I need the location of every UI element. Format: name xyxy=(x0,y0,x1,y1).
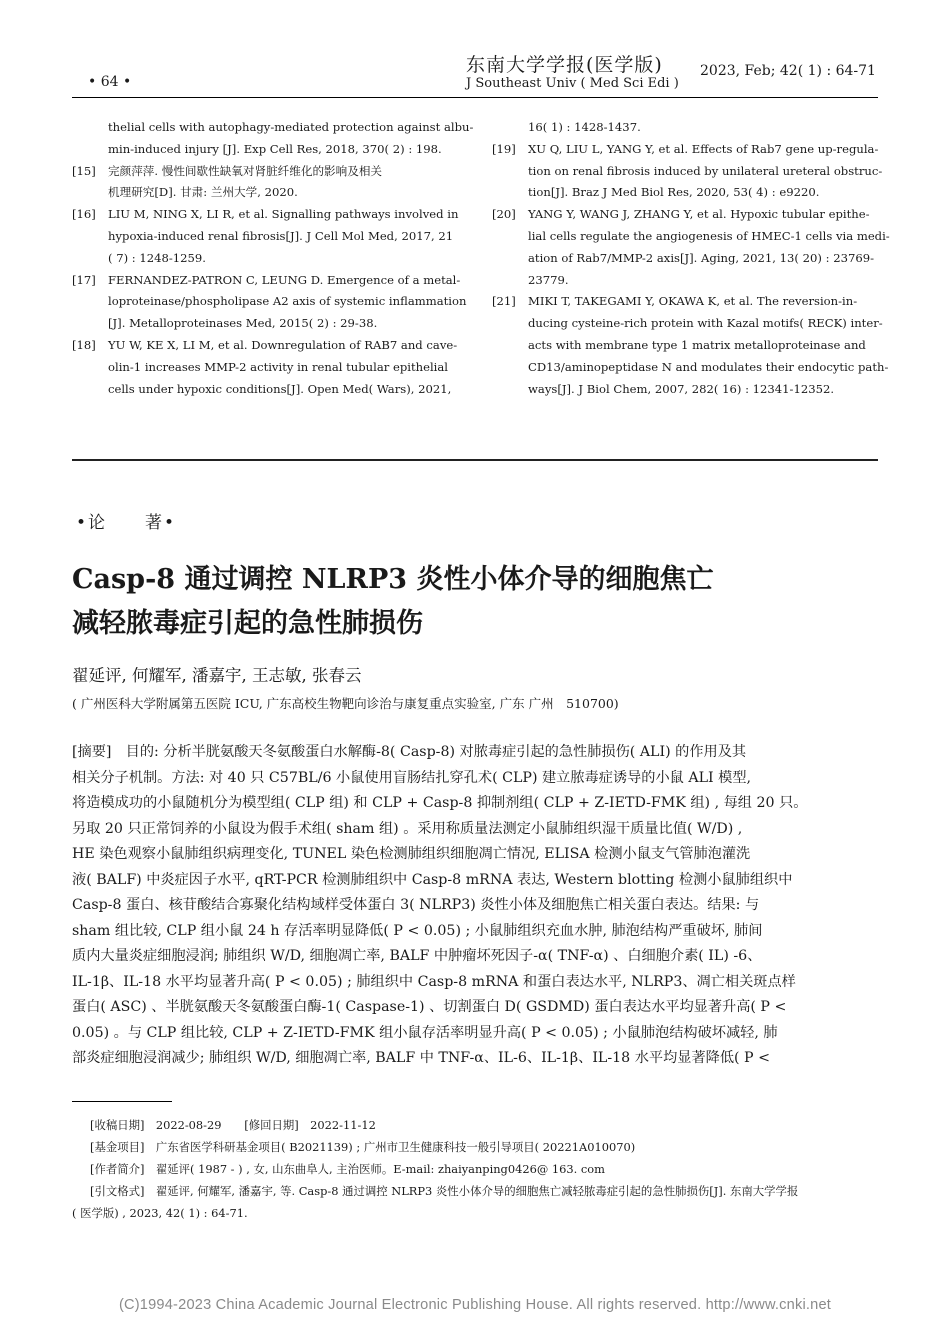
reference-entry xyxy=(72,204,462,269)
reference-line: thelial cells with autophagy-mediated protection against albu- xyxy=(108,120,474,134)
reference-entry xyxy=(492,139,883,204)
abstract-line: 0.05) 。与 CLP 组比较, CLP + Z-IETD-FMK 组小鼠存活率明显升高( P < 0.05) ; 小鼠肺泡结构破坏减轻, 肺 xyxy=(72,1024,778,1041)
abstract-line: 将造模成功的小鼠随机分为模型组( CLP 组) 和 CLP + Casp-8 抑制剂组( CLP + Z-IETD-FMK 组) , 每组 20 只。 xyxy=(72,795,808,811)
reference-entry xyxy=(492,204,890,291)
reference-line: min-induced injury [J]. Exp Cell Res, 2018, 370( 2) : 198. xyxy=(108,141,442,156)
abstract xyxy=(72,740,878,1072)
reference-line: YANG Y, WANG J, ZHANG Y, et al. Hypoxic tubular epithe- xyxy=(528,207,870,222)
title-line: Casp-8 通过调控 NLRP3 炎性小体介导的细胞焦亡 xyxy=(72,564,714,595)
reference-line: acts with membrane type 1 matrix metalloproteinase and xyxy=(528,337,866,352)
abstract-line: 液( BALF) 中炎症因子水平, qRT-PCR 检测肺组织中 Casp-8 mRNA 表达, Western blotting 检测小鼠肺组织中 xyxy=(72,871,793,888)
reference-line: loproteinase/phospholipase A2 axis of systemic inflammation xyxy=(108,294,467,309)
reference-line: ways[J]. J Biol Chem, 2007, 282( 16) : 12341-12352. xyxy=(528,381,835,396)
reference-line: LIU M, NING X, LI R, et al. Signalling pathways involved in xyxy=(108,207,459,222)
header-rule xyxy=(72,97,878,98)
reference-number xyxy=(492,117,528,139)
article-title xyxy=(72,558,872,646)
footnote-line: [基金项目] 广东省医学科研基金项目( B2021139) ; 广州市卫生健康科技一般引导项目( 20221A010070) xyxy=(90,1140,636,1154)
footnote-rule xyxy=(72,1101,172,1102)
reference-entry xyxy=(72,335,462,400)
reference-line: hypoxia-induced renal fibrosis[J]. J Cell Mol Med, 2017, 21 xyxy=(108,228,454,243)
abstract-line: IL-1β、IL-18 水平均显著升高( P < 0.05) ; 肺组织中 Casp-8 mRNA 和蛋白表达水平, NLRP3、凋亡相关斑点样 xyxy=(72,973,796,990)
journal-title-en: J Southeast Univ ( Med Sci Edi ) xyxy=(466,76,679,91)
reference-line: 16( 1) : 1428-1437. xyxy=(528,120,641,134)
reference-text xyxy=(528,139,882,204)
reference-line: lial cells regulate the angiogenesis of HMEC-1 cells via medi- xyxy=(528,228,890,243)
page-number: • 64 • xyxy=(88,74,132,90)
abstract-line: 蛋白( ASC) 、半胱氨酸天冬氨酸蛋白酶-1( Caspase-1) 、切割蛋白 D( GSDMD) 蛋白表达水平均显著升高( P < xyxy=(72,999,787,1015)
reference-text xyxy=(108,204,462,269)
footnote-line: [收稿日期] 2022-08-29 [修回日期] 2022-11-12 xyxy=(90,1118,376,1132)
reference-line: tion on renal fibrosis induced by unilateral ureteral obstruc- xyxy=(528,163,883,178)
footnote-line: ( 医学版) , 2023, 42( 1) : 64-71. xyxy=(72,1206,248,1220)
reference-number: [15] xyxy=(72,163,96,178)
copyright-footer: (C)1994-2023 China Academic Journal Electronic Publishing House. All rights reserved. http://www.cnki.net xyxy=(118,1297,832,1313)
abstract-line: 部炎症细胞浸润减少; 肺组织 W/D, 细胞凋亡率, BALF 中 TNF-α、IL-6、IL-1β、IL-18 水平均显著降低( P < xyxy=(72,1050,771,1066)
references-left-column xyxy=(72,117,474,400)
reference-text xyxy=(108,161,462,205)
reference-entry xyxy=(72,270,467,335)
reference-text xyxy=(528,204,890,291)
reference-line: cells under hypoxic conditions[J]. Open Med( Wars), 2021, xyxy=(108,381,452,396)
reference-line: YU W, KE X, LI M, et al. Downregulation of RAB7 and cave- xyxy=(108,337,458,352)
reference-entry xyxy=(492,291,889,400)
abstract-line: sham 组比较, CLP 组小鼠 24 h 存活率明显降低( P < 0.05) ; 小鼠肺组织充血水肿, 肺泡结构严重破坏, 肺间 xyxy=(72,922,763,939)
issue-info: 2023, Feb; 42( 1) : 64-71 xyxy=(700,63,876,79)
reference-line: MIKI T, TAKEGAMI Y, OKAWA K, et al. The reversion-in- xyxy=(528,294,858,309)
reference-entry xyxy=(72,161,462,205)
reference-text xyxy=(108,270,466,335)
reference-text xyxy=(108,335,462,400)
reference-entry xyxy=(492,117,878,139)
footnote-line: [引文格式] 翟延评, 何耀军, 潘嘉宇, 等. Casp-8 通过调控 NLRP3 炎性小体介导的细胞焦亡减轻脓毒症引起的急性肺损伤[J]. 东南大学学报 xyxy=(90,1184,799,1198)
reference-number xyxy=(72,117,108,161)
abstract-line: [摘要] 目的: 分析半胱氨酸天冬氨酸蛋白水解酶-8( Casp-8) 对脓毒症引起的急性肺损伤( ALI) 的作用及其 xyxy=(72,744,747,760)
reference-text xyxy=(528,117,878,139)
footnote-line: [作者简介] 翟延评( 1987 - ) , 女, 山东曲阜人, 主治医师。E-mail: zhaiyanping0426@ 163. com xyxy=(90,1162,605,1176)
reference-number: [20] xyxy=(492,207,516,222)
abstract-line: 另取 20 只正常饲养的小鼠设为假手术组( sham 组) 。采用称质量法测定小鼠肺组织湿干质量比值( W/D) , xyxy=(72,820,743,837)
abstract-line: HE 染色观察小鼠肺组织病理变化, TUNEL 染色检测肺组织细胞凋亡情况, ELISA 检测小鼠支气管肺泡灌洗 xyxy=(72,846,751,862)
reference-text xyxy=(108,117,473,161)
reference-number: [17] xyxy=(72,272,96,287)
reference-number: [18] xyxy=(72,337,96,352)
reference-text xyxy=(528,291,888,400)
reference-line: ation of Rab7/MMP-2 axis[J]. Aging, 2021, 13( 20) : 23769- xyxy=(528,250,874,265)
reference-line: ( 7) : 1248-1259. xyxy=(108,250,206,265)
reference-line: 23779. xyxy=(528,272,569,287)
reference-line: 机理研究[D]. 甘肃: 兰州大学, 2020. xyxy=(108,185,298,200)
journal-title-cn: 东南大学学报(医学版) xyxy=(466,54,663,76)
reference-number: [19] xyxy=(492,141,516,156)
reference-line: XU Q, LIU L, YANG Y, et al. Effects of Rab7 gene up-regula- xyxy=(528,141,879,156)
reference-line: 完颜萍萍. 慢性间歇性缺氧对肾脏纤维化的影响及相关 xyxy=(108,163,383,178)
affiliation: ( 广州医科大学附属第五医院 ICU, 广东高校生物靶向诊治与康复重点实验室, 广东 广州 510700) xyxy=(72,696,619,711)
reference-number: [21] xyxy=(492,294,516,309)
abstract-line: 质内大量炎症细胞浸润; 肺组织 W/D, 细胞凋亡率, BALF 中肿瘤坏死因子-α( TNF-α) 、白细胞介素( IL) -6、 xyxy=(72,948,762,964)
reference-entry xyxy=(72,117,474,161)
reference-line: FERNANDEZ-PATRON C, LEUNG D. Emergence of a metal- xyxy=(108,272,461,287)
title-line: 减轻脓毒症引起的急性肺损伤 xyxy=(72,608,423,639)
footnotes xyxy=(72,1114,880,1224)
reference-line: olin-1 increases MMP-2 activity in renal tubular epithelial xyxy=(108,359,448,374)
abstract-line: Casp-8 蛋白、核苷酸结合寡聚化结构域样受体蛋白 3( NLRP3) 炎性小体及细胞焦亡相关蛋白表达。结果: 与 xyxy=(72,897,760,913)
authors: 翟延评, 何耀军, 潘嘉宇, 王志敏, 张春云 xyxy=(72,666,362,685)
section-label: •论 著• xyxy=(76,513,177,533)
reference-number: [16] xyxy=(72,207,96,222)
abstract-line: 相关分子机制。方法: 对 40 只 C57BL/6 小鼠使用盲肠结扎穿孔术( CLP) 建立脓毒症诱导的小鼠 ALI 模型, xyxy=(72,769,752,786)
reference-line: [J]. Metalloproteinases Med, 2015( 2) : 29-38. xyxy=(108,316,378,331)
section-divider xyxy=(72,459,878,461)
reference-line: ducing cysteine-rich protein with Kazal motifs( RECK) inter- xyxy=(528,316,883,331)
references-right-column xyxy=(492,117,890,400)
reference-line: tion[J]. Braz J Med Biol Res, 2020, 53( 4) : e9220. xyxy=(528,185,820,200)
reference-line: CD13/aminopeptidase N and modulates their endocytic path- xyxy=(528,359,889,374)
